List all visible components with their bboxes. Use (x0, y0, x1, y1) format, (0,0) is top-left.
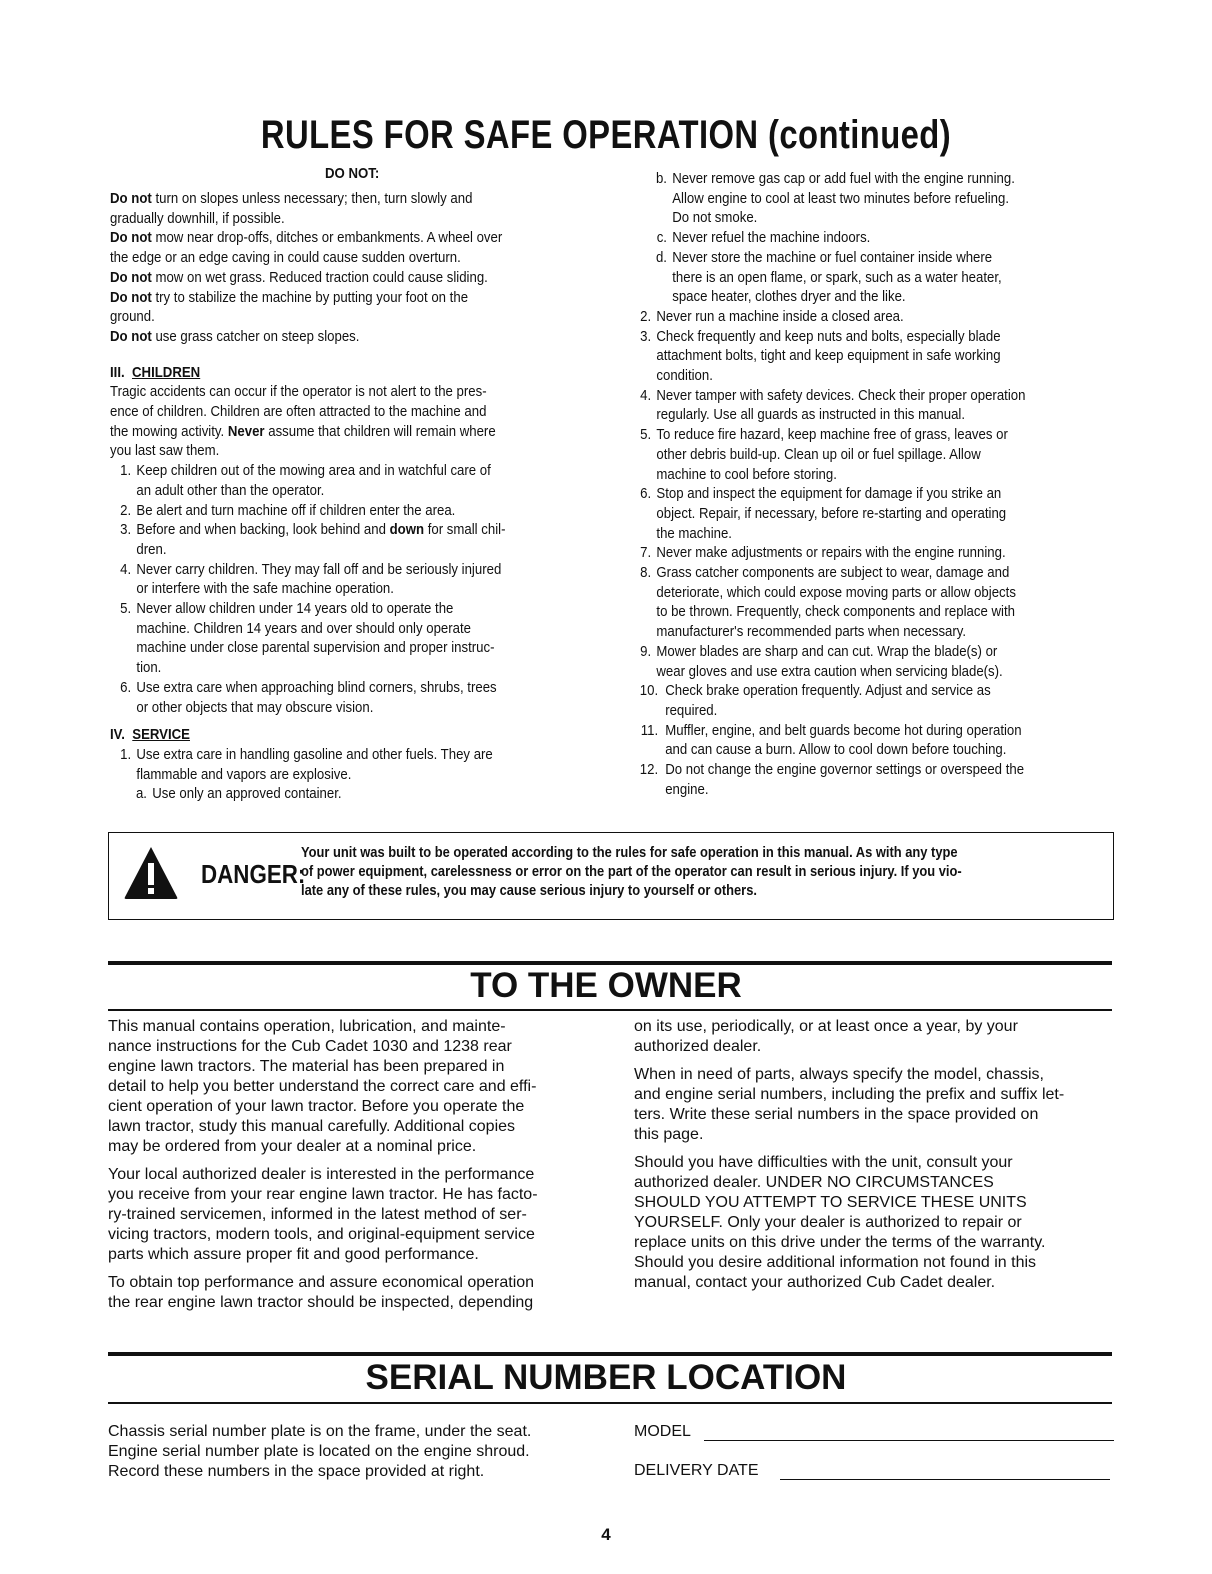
item-text: Never run a machine inside a closed area. (656, 307, 904, 325)
item-line (656, 563, 1114, 583)
item-text: or other objects that may obscure vision. (136, 698, 374, 716)
item-text: Mower blades are sharp and can cut. Wrap the blade(s) or (656, 642, 998, 660)
donot-bold: Do not (110, 288, 152, 306)
item-bold: down (389, 521, 425, 539)
item-text: Use extra care when approaching blind corners, shrubs, trees (136, 678, 497, 696)
item-line (665, 780, 1114, 800)
item-number: 2. (120, 501, 132, 519)
serial-line: Chassis serial number plate is on the frame, under the seat. (108, 1423, 532, 1440)
donot-line (110, 327, 590, 347)
owner-line: This manual contains operation, lubrication, and mainte- (108, 1018, 506, 1035)
item-number: 5. (640, 426, 652, 444)
serial-heading: SERIAL NUMBER LOCATION (365, 1358, 847, 1397)
owner-line: you receive from your rear engine lawn tractor. He has facto- (108, 1186, 538, 1203)
page-title: RULES FOR SAFE OPERATION (continued) (260, 113, 952, 157)
children-intro-line (110, 422, 590, 442)
danger-line: Your unit was built to be operated according to the rules for safe operation in this manual. As with any type (301, 844, 958, 861)
item-text: machine under close parental supervision and proper instruc- (136, 639, 495, 657)
model-label: MODEL (634, 1423, 691, 1440)
item-number: 8. (640, 564, 652, 582)
item-line (656, 327, 1114, 347)
donot-list (110, 189, 590, 347)
owner-line: To obtain top performance and assure economical operation (108, 1274, 535, 1291)
danger-text (301, 843, 1066, 900)
item-text: manufacturer's recommended parts when necessary. (656, 623, 967, 641)
intro-text: the mowing activity. (110, 422, 228, 440)
owner-paragraph (634, 1065, 1124, 1145)
item-line (672, 228, 1114, 248)
item-line (136, 481, 589, 501)
danger-notice (108, 832, 1114, 920)
service-item (110, 784, 590, 804)
children-intro (110, 382, 590, 461)
right-item (630, 681, 1114, 720)
page-number: 4 (601, 1525, 611, 1544)
item-text: Grass catcher components are subject to wear, damage and (656, 564, 1010, 582)
donot-text: use grass catcher on steep slopes. (151, 327, 360, 345)
item-line (672, 287, 1114, 307)
owner-line: authorized dealer. (634, 1038, 762, 1055)
item-text: an adult other than the operator. (136, 481, 325, 499)
right-item (630, 721, 1114, 760)
item-line (672, 189, 1114, 209)
owner-bottom-rule (108, 1009, 1112, 1011)
owner-line: replace units on this drive under the terms of the warranty. (634, 1234, 1046, 1251)
item-text: Never tamper with safety devices. Check their proper operation (656, 386, 1026, 404)
donot-bold: Do not (110, 229, 152, 247)
item-line (672, 248, 1114, 268)
item-text: space heater, clothes dryer and the like. (672, 288, 906, 306)
item-number: 4. (640, 386, 652, 404)
owner-line: Your local authorized dealer is interested in the performance (108, 1166, 535, 1183)
right-item (630, 642, 1114, 681)
item-text: Do not change the engine governor settings or overspeed the (665, 761, 1025, 779)
right-item (630, 484, 1114, 543)
serial-line: Record these numbers in the space provided at right. (108, 1463, 485, 1480)
left-column (110, 189, 655, 804)
item-line (136, 658, 589, 678)
item-line (656, 622, 1114, 642)
item-text: machine. Children 14 years and over should only operate (136, 619, 472, 637)
service-section-number: IV. (110, 726, 125, 744)
item-line (656, 543, 1114, 563)
item-line (136, 745, 589, 765)
item-text: Muffler, engine, and belt guards become hot during operation (665, 721, 1022, 739)
item-text: Never remove gas cap or add fuel with the engine running. (672, 170, 1015, 187)
item-number: 4. (120, 560, 132, 578)
item-line (656, 602, 1114, 622)
item-text: object. Repair, if necessary, before re-starting and operating (656, 504, 1007, 522)
danger-line: of power equipment, carelessness or error on the part of the operator can result in serious injury. If you vio- (301, 863, 962, 880)
owner-line: SHOULD YOU ATTEMPT TO SERVICE THESE UNITS (634, 1194, 1027, 1211)
item-text: Before and when backing, look behind and (136, 521, 390, 539)
owner-top-rule (108, 961, 1112, 965)
item-text: Check frequently and keep nuts and bolts, especially blade (656, 327, 1001, 345)
right-item (630, 543, 1114, 563)
right-item (630, 307, 1114, 327)
right-item (630, 327, 1114, 386)
donot-bold: Do not (110, 268, 152, 286)
item-line (136, 579, 589, 599)
owner-line: authorized dealer. UNDER NO CIRCUMSTANCES (634, 1174, 994, 1191)
owner-heading: TO THE OWNER (470, 966, 742, 1005)
item-text: regularly. Use all guards as instructed in this manual. (656, 406, 966, 424)
owner-line: ters. Write these serial numbers in the space provided on (634, 1106, 1039, 1123)
children-intro-line: you last saw them. (110, 442, 220, 460)
donot-text: mow near drop-offs, ditches or embankments. A wheel over (151, 229, 503, 247)
right-column (630, 169, 1180, 800)
item-text: wear gloves and use extra caution when servicing blade(s). (656, 662, 1003, 680)
item-text: there is an open flame, or spark, such as a water heater, (672, 268, 1002, 286)
item-text: Stop and inspect the equipment for damage if you strike an (656, 485, 1002, 503)
item-line (656, 307, 1114, 327)
item-text: Keep children out of the mowing area and in watchful care of (136, 462, 491, 480)
item-line (656, 662, 1114, 682)
donot-line (110, 307, 590, 327)
intro-text: assume that children will remain where (264, 422, 496, 440)
item-number: 11. (640, 721, 659, 739)
children-item (110, 461, 590, 500)
item-line (665, 760, 1114, 780)
serial-line: Engine serial number plate is located on the engine shroud. (108, 1443, 530, 1460)
item-text: Never carry children. They may fall off and be seriously injured (136, 560, 502, 578)
item-line (136, 461, 589, 481)
item-text: attachment bolts, tight and keep equipment in safe working (656, 347, 1001, 365)
owner-line: Should you desire additional information not found in this (634, 1254, 1037, 1271)
owner-line: may be ordered from your dealer at a nominal price. (108, 1138, 477, 1155)
item-text: To reduce fire hazard, keep machine free of grass, leaves or (656, 426, 1008, 444)
item-text: the machine. (656, 524, 732, 542)
right-item (630, 248, 1114, 307)
service-item (110, 745, 590, 784)
item-line (665, 721, 1114, 741)
intro-bold-never: Never (227, 422, 265, 440)
children-list (110, 461, 590, 717)
serial-bottom-rule (108, 1402, 1112, 1404)
right-item (630, 169, 1114, 228)
owner-line: this page. (634, 1126, 704, 1143)
owner-line: the rear engine lawn tractor should be inspected, depending (108, 1294, 534, 1311)
item-line (152, 784, 589, 804)
item-text: required. (665, 701, 718, 719)
item-text: flammable and vapors are explosive. (136, 765, 352, 783)
item-text: Allow engine to cool at least two minutes before refueling. (672, 189, 1010, 207)
item-text: Use only an approved container. (152, 785, 342, 803)
children-item (110, 520, 590, 559)
owner-line: When in need of parts, always specify the model, chassis, (634, 1066, 1044, 1083)
delivery-date-input-line[interactable] (780, 1479, 1110, 1480)
item-line (672, 268, 1114, 288)
item-text: Never refuel the machine indoors. (672, 229, 871, 247)
item-line (665, 740, 1114, 760)
item-number: 12. (639, 761, 659, 779)
donot-line (110, 209, 590, 229)
owner-line: lawn tractor, study this manual carefully. Additional copies (108, 1118, 516, 1135)
item-line (136, 520, 589, 540)
item-line (656, 445, 1114, 465)
item-line (672, 169, 1114, 189)
item-line (656, 386, 1114, 406)
right-item (630, 425, 1114, 484)
item-text: machine to cool before storing. (656, 465, 837, 483)
danger-line: late any of these rules, you may cause serious injury to yourself or others. (301, 882, 757, 899)
item-number: a. (135, 785, 147, 803)
donot-text: ground. (110, 308, 155, 326)
item-text: dren. (136, 540, 167, 558)
donot-text: try to stabilize the machine by putting your foot on the (151, 288, 469, 306)
donot-bold: Do not (110, 190, 152, 207)
item-line (656, 346, 1114, 366)
item-line (656, 524, 1114, 544)
owner-paragraph (108, 1017, 598, 1157)
owner-paragraph (634, 1153, 1124, 1293)
owner-line: Should you have difficulties with the unit, consult your (634, 1154, 1013, 1171)
item-line (656, 504, 1114, 524)
item-number: 6. (120, 678, 132, 696)
donot-line (110, 189, 590, 209)
children-intro-line: Tragic accidents can occur if the operator is not alert to the pres- (110, 383, 487, 401)
item-text: Never allow children under 14 years old to operate the (136, 600, 454, 618)
service-section-title: SERVICE (132, 726, 190, 744)
item-line (136, 638, 589, 658)
item-text: Never make adjustments or repairs with the engine running. (656, 544, 1006, 562)
children-item (110, 678, 590, 717)
item-number: 5. (120, 600, 132, 618)
item-text: and can cause a burn. Allow to cool down before touching. (665, 741, 1007, 759)
owner-line: on its use, periodically, or at least once a year, by your (634, 1018, 1018, 1035)
right-item (630, 563, 1114, 642)
donot-line (110, 228, 590, 248)
model-input-line[interactable] (704, 1440, 1114, 1441)
model-field[interactable] (634, 1422, 1114, 1444)
right-item (630, 760, 1114, 799)
donot-text: gradually downhill, if possible. (110, 209, 285, 227)
children-section-title: CHILDREN (132, 363, 201, 381)
item-line (656, 642, 1114, 662)
item-number: 10. (639, 682, 659, 700)
item-line (136, 698, 589, 718)
item-line (656, 405, 1114, 425)
owner-paragraph (108, 1273, 598, 1313)
owner-paragraph (634, 1017, 1124, 1057)
service-heading (110, 725, 590, 745)
children-item (110, 501, 590, 521)
donot-text: mow on wet grass. Reduced traction could cause sliding. (151, 268, 488, 286)
item-line (136, 501, 589, 521)
owner-line: ry-trained servicemen, informed in the latest method of ser- (108, 1206, 527, 1223)
donot-line (110, 288, 590, 308)
warning-triangle-icon (123, 845, 179, 901)
owner-line: detail to help you better understand the correct care and effi- (108, 1078, 537, 1095)
children-intro-line: ence of children. Children are often attracted to the machine and (110, 403, 487, 421)
item-text: to be thrown. Frequently, check components and replace with (656, 603, 1015, 621)
donot-heading: DO NOT: (325, 165, 380, 182)
item-line (665, 681, 1114, 701)
item-number: b. (655, 170, 667, 187)
right-item (630, 228, 1114, 248)
item-number: d. (655, 248, 667, 266)
owner-line: manual, contact your authorized Cub Cadet dealer. (634, 1274, 996, 1291)
item-text: for small chil- (424, 521, 506, 539)
item-text: Do not smoke. (672, 209, 758, 227)
children-section-number: III. (110, 363, 125, 381)
serial-top-rule (108, 1352, 1112, 1356)
item-number: 9. (640, 642, 652, 660)
item-line (136, 560, 589, 580)
item-number: c. (656, 229, 667, 247)
item-text: or interfere with the safe machine operation. (136, 580, 394, 598)
donot-line (110, 248, 590, 268)
item-line (656, 465, 1114, 485)
donot-text: turn on slopes unless necessary; then, turn slowly and (151, 190, 473, 207)
item-line (656, 366, 1114, 386)
item-text: Be alert and turn machine off if children enter the area. (136, 501, 456, 519)
item-text: condition. (656, 367, 713, 385)
item-text: tion. (136, 659, 162, 677)
owner-right-column (634, 1017, 1124, 1301)
item-number: 6. (640, 485, 652, 503)
item-number: 3. (640, 327, 652, 345)
delivery-date-label: DELIVERY DATE (634, 1462, 759, 1479)
item-line (656, 583, 1114, 603)
donot-text: the edge or an edge caving in could cause sudden overturn. (110, 249, 461, 267)
item-line (136, 765, 589, 785)
serial-instructions (108, 1422, 531, 1482)
item-line (136, 678, 589, 698)
item-line (672, 208, 1114, 228)
item-number: 3. (120, 521, 132, 539)
owner-line: vicing tractors, modern tools, and original-equipment service (108, 1226, 535, 1243)
owner-line: parts which assure proper fit and good performance. (108, 1246, 479, 1263)
item-text: engine. (665, 780, 709, 798)
service-list (110, 745, 590, 804)
item-line (665, 701, 1114, 721)
right-item (630, 386, 1114, 425)
item-line (136, 619, 589, 639)
item-number: 1. (120, 745, 132, 763)
children-heading (110, 363, 590, 383)
donot-bold: Do not (110, 327, 152, 345)
item-line (136, 599, 589, 619)
item-text: deteriorate, which could expose moving parts or allow objects (656, 583, 1016, 601)
owner-paragraph (108, 1165, 598, 1265)
delivery-date-field[interactable] (634, 1461, 1114, 1483)
item-text: Use extra care in handling gasoline and other fuels. They are (136, 745, 493, 763)
children-item (110, 599, 590, 678)
item-line (136, 540, 589, 560)
owner-line: YOURSELF. Only your dealer is authorized to repair or (634, 1214, 1022, 1231)
children-item (110, 560, 590, 599)
item-number: 2. (640, 307, 652, 325)
danger-label: DANGER: (201, 859, 306, 889)
item-text: Check brake operation frequently. Adjust and service as (665, 682, 991, 700)
owner-line: and engine serial numbers, including the prefix and suffix let- (634, 1086, 1065, 1103)
owner-line: cient operation of your lawn tractor. Before you operate the (108, 1098, 525, 1115)
item-text: other debris build-up. Clean up oil or fuel spillage. Allow (656, 445, 981, 463)
donot-line (110, 268, 590, 288)
item-number: 1. (120, 462, 132, 480)
item-line (656, 425, 1114, 445)
item-line (656, 484, 1114, 504)
owner-line: nance instructions for the Cub Cadet 1030 and 1238 rear (108, 1038, 512, 1055)
item-number: 7. (640, 544, 652, 562)
owner-line: engine lawn tractors. The material has been prepared in (108, 1058, 505, 1075)
owner-left-column (108, 1017, 598, 1321)
item-text: Never store the machine or fuel container inside where (672, 248, 993, 266)
